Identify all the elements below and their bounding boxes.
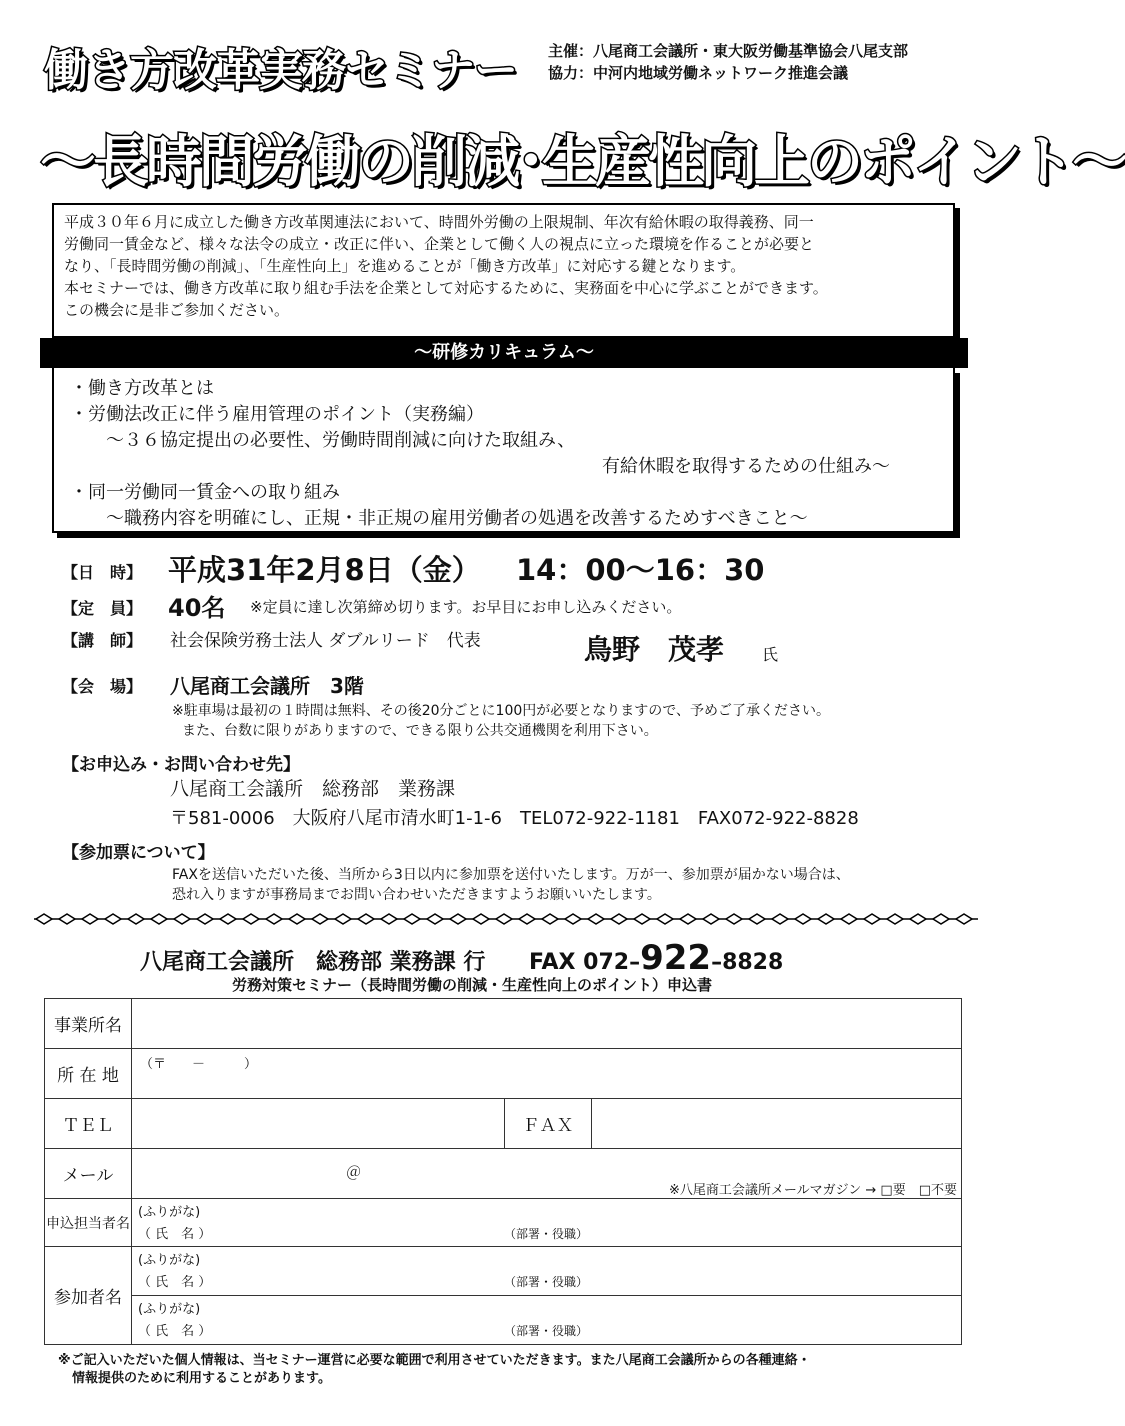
intro-line: 本セミナーでは、働き方改革に取り組む手法を企業として対応するために、実務面を中心に学ぶことができます。 <box>64 279 828 297</box>
business-name-label: 事業所名 <box>45 999 132 1049</box>
tel-field[interactable] <box>132 1099 505 1149</box>
magazine-note[interactable]: ※八尾商工会議所メールマガジン → □要 □不要 <box>668 1183 957 1198</box>
postal-placeholder: （〒 － ） <box>140 1057 258 1072</box>
form-fax-dash: – <box>629 950 641 975</box>
seminar-title: 働き方改革実務セミナー <box>44 45 517 96</box>
divider-diamond <box>841 914 857 924</box>
venue-value: 八尾商工会議所 3階 <box>170 674 364 698</box>
form-fax-mid: 922 <box>640 938 712 978</box>
dept-label: （部署・役職） <box>504 1227 589 1241</box>
divider-diamond <box>151 914 167 924</box>
contact-address: 〒581-0006 大阪府八尾市清水町1-1-6 TEL072-922-1181 FAX072-922-8828 <box>170 808 859 829</box>
business-name-field[interactable] <box>132 999 962 1049</box>
divider-diamond <box>726 914 742 924</box>
dept-label: （部署・役職） <box>504 1324 589 1338</box>
mail-field[interactable] <box>132 1149 962 1199</box>
divider-diamond <box>128 914 144 924</box>
participant-field-1[interactable] <box>132 1247 962 1296</box>
divider-diamond <box>266 914 282 924</box>
furigana-label: (ふりがな) <box>138 1253 201 1268</box>
divider-diamond <box>703 914 719 924</box>
organizer-text: 主催：八尾商工会議所・東大阪労働基準協会八尾支部 <box>548 42 909 60</box>
divider-diamond <box>864 914 880 924</box>
applicant-field[interactable] <box>132 1199 962 1247</box>
divider-diamond <box>542 914 558 924</box>
divider-diamond <box>82 914 98 924</box>
form-recipient <box>140 938 783 978</box>
divider-diamond <box>749 914 765 924</box>
privacy-note <box>58 1352 978 1388</box>
name-label: （ 氏 名 ） <box>138 1275 212 1290</box>
lecturer-name: 鳥野 茂孝 <box>584 633 725 666</box>
curriculum-item: ・働き方改革とは <box>70 378 214 399</box>
intro-line: 労働同一賃金など、様々な法令の成立・改正に伴い、企業として働く人の視点に立った環境を作ることが必要と <box>64 235 815 253</box>
form-fax-dash: – <box>711 950 723 975</box>
intro-box <box>52 203 955 338</box>
divider-diamond <box>335 914 351 924</box>
contact-label: 【お申込み・お問い合わせ先】 <box>62 755 300 775</box>
lecturer-label: 【講 師】 <box>62 631 143 650</box>
datetime-label: 【日 時】 <box>62 563 143 582</box>
divider-diamond <box>381 914 397 924</box>
curriculum-item: ・労働法改正に伴う雇用管理のポイント（実務編） <box>70 404 484 425</box>
divider-diamond <box>59 914 75 924</box>
capacity-note: ※定員に達し次第締め切ります。お早目にお申し込みください。 <box>250 598 682 616</box>
curriculum-box <box>52 368 955 533</box>
applicant-label: 申込担当者名 <box>45 1199 132 1247</box>
fax-label: ＦＡＸ <box>505 1099 592 1149</box>
ticket-text: 恐れ入りますが事務局までお問い合わせいただきますようお願いいたします。 <box>172 887 661 903</box>
curriculum-heading: ～研修カリキュラム～ <box>40 338 968 368</box>
divider-diamond <box>450 914 466 924</box>
seminar-subtitle: ～長時間労働の削減･生産性向上のポイント～ <box>40 130 1125 195</box>
divider-diamond <box>657 914 673 924</box>
divider-diamond <box>197 914 213 924</box>
form-to: 八尾商工会議所 総務部 業務課 行 <box>140 950 486 975</box>
name-label: （ 氏 名 ） <box>138 1227 212 1242</box>
ticket-text: FAXを送信いただいた後、当所から3日以内に参加票を送付いたします。万が一、参加票が届かない場合は、 <box>172 867 850 883</box>
venue-label: 【会 場】 <box>62 677 143 696</box>
divider-diamond <box>496 914 512 924</box>
lecturer-org: 社会保険労務士法人 ダブルリード 代表 <box>170 631 481 651</box>
privacy-line: 情報提供のために利用することがあります。 <box>72 1371 331 1386</box>
divider-diamond <box>910 914 926 924</box>
divider-diamond <box>887 914 903 924</box>
divider-diamond <box>289 914 305 924</box>
venue-note: ※駐車場は最初の１時間は無料、その後20分ごとに100円が必要となりますので、予めご了承ください。 <box>172 703 830 719</box>
participant-field-2[interactable] <box>132 1296 962 1345</box>
divider-diamond <box>220 914 236 924</box>
divider-diamond <box>795 914 811 924</box>
capacity-label: 【定 員】 <box>62 599 143 618</box>
divider-diamond <box>611 914 627 924</box>
application-form <box>44 998 962 1345</box>
divider-diamond <box>358 914 374 924</box>
divider-diamond <box>174 914 190 924</box>
divider-diamond <box>427 914 443 924</box>
at-sign: ＠ <box>346 1163 362 1181</box>
divider-diamond <box>243 914 259 924</box>
divider-diamond <box>404 914 420 924</box>
divider-diamond <box>680 914 696 924</box>
cooperation-text: 協力：中河内地域労働ネットワーク推進会議 <box>548 64 849 82</box>
divider-diamond <box>634 914 650 924</box>
name-label: （ 氏 名 ） <box>138 1324 212 1339</box>
participant-label: 参加者名 <box>45 1247 132 1345</box>
divider-diamond <box>956 914 972 924</box>
curriculum-item: ～職務内容を明確にし、正規・非正規の雇用労働者の処遇を改善するためすべきこと～ <box>106 508 808 529</box>
venue-note: また、台数に限りがありますので、できる限り公共交通機関を利用下さい。 <box>182 723 658 739</box>
divider-diamond <box>818 914 834 924</box>
tel-label: ＴＥＬ <box>45 1099 132 1149</box>
furigana-label: (ふりがな) <box>138 1205 201 1220</box>
address-field[interactable] <box>132 1049 962 1099</box>
contact-org: 八尾商工会議所 総務部 業務課 <box>170 778 456 800</box>
address-label: 所 在 地 <box>45 1049 132 1099</box>
divider-diamond <box>772 914 788 924</box>
divider-diamond <box>105 914 121 924</box>
ticket-label: 【参加票について】 <box>62 843 215 863</box>
form-fax-prefix: FAX 072 <box>529 950 630 975</box>
curriculum-item: 有給休暇を取得するための仕組み～ <box>602 456 890 477</box>
divider-diamond <box>933 914 949 924</box>
divider-diamond <box>519 914 535 924</box>
dept-label: （部署・役職） <box>504 1275 589 1289</box>
intro-line: 平成３０年６月に成立した働き方改革関連法において、時間外労働の上限規制、年次有給休暇の取得義務、同一 <box>64 213 814 231</box>
curriculum-item: ～３６協定提出の必要性、労働時間削減に向けた取組み、 <box>106 430 576 451</box>
lecturer-suffix: 氏 <box>762 645 779 664</box>
datetime-date: 平成31年2月8日（金） <box>168 553 481 587</box>
divider-diamond <box>565 914 581 924</box>
divider-diamond <box>588 914 604 924</box>
form-fax-suffix: 8828 <box>722 950 784 975</box>
divider-diamond <box>312 914 328 924</box>
curriculum-item: ・同一労働同一賃金への取り組み <box>70 482 340 503</box>
intro-line: なり、「長時間労働の削減」、「生産性向上」を進めることが「働き方改革」に対応する鍵となります。 <box>64 257 746 275</box>
privacy-line: ※ご記入いただいた個人情報は、当セミナー運営に必要な範囲で利用させていただきます。また八尾商工会議所からの各種連絡・ <box>58 1353 811 1368</box>
divider-diamond <box>473 914 489 924</box>
divider-diamond <box>36 914 52 924</box>
form-subtitle: 労務対策セミナー（長時間労働の削減・生産性向上のポイント）申込書 <box>232 976 713 994</box>
mail-label: メール <box>45 1149 132 1199</box>
capacity-value: 40名 <box>168 594 226 622</box>
decorative-divider <box>34 912 978 926</box>
fax-field[interactable] <box>592 1099 962 1149</box>
intro-line: この機会に是非ご参加ください。 <box>64 301 290 319</box>
furigana-label: (ふりがな) <box>138 1302 201 1317</box>
datetime-time: 14：00～16：30 <box>516 553 765 587</box>
